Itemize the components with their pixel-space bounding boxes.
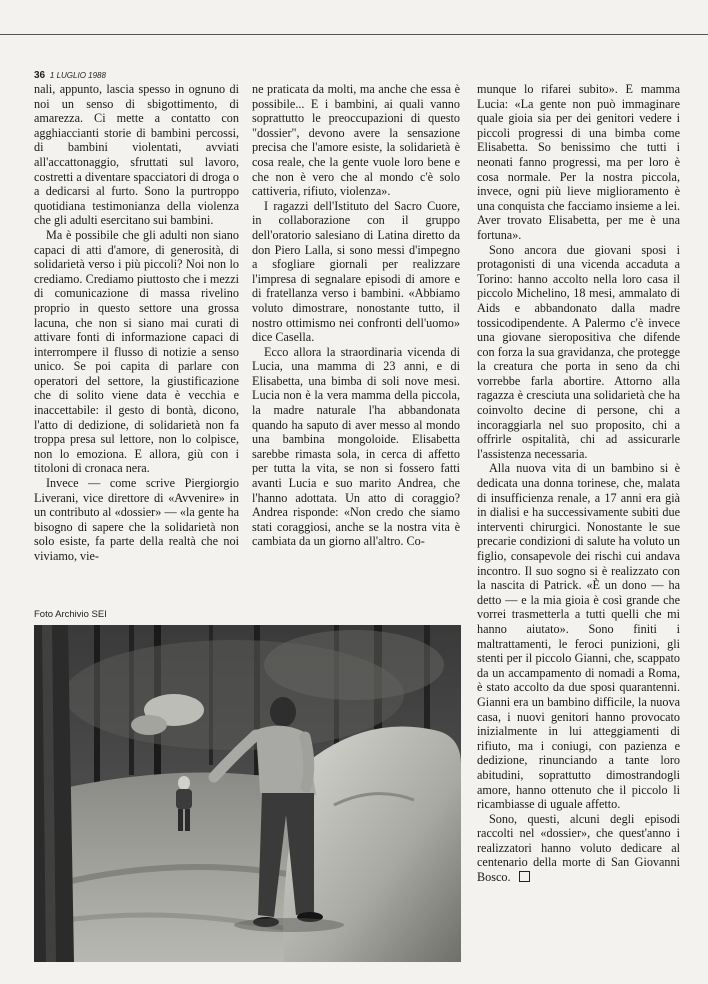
paragraph: nali, appunto, lascia spesso in ognuno di noi un senso di sbigottimento, di amarezza. Ci mette a contatto con agghiaccianti storie di bambini percossi, di bambini violentati, avviati all'accattonaggio, sfruttati sul lavoro, costretti a diventare spacciatori di droga o a dedicarsi al furto. Sono la purtroppo quotidiana testimonianza della violenza che gli adulti esercitano sui bambini.: [34, 82, 239, 228]
issue-date: 1 LUGLIO 1988: [49, 71, 106, 80]
text-column-2: [252, 82, 460, 549]
text-column-1: [34, 82, 239, 564]
paragraph-text: Sono, questi, alcuni degli episodi raccolti nel «dossier», che quest'anno i realizzatori hanno voluto dedicare al centenario della morte di San Giovanni Bosco.: [477, 811, 680, 885]
paragraph: Ecco allora la straordinaria vicenda di Lucia, una mamma di 23 anni, e di Elisabetta, una bimba di soli nove mesi. Lucia non è la vera mamma della piccola, la madre naturale l'ha abbandonata quando ha saputo di aver messo al mondo una bambina mongoloide. Elisabetta sarebbe rimasta sola, in cerca di affetto per tutta la vita, se non si fossero fatti avanti Lucia e suo marito Andrea, che l'hanno adottata. Un atto di coraggio? Andrea risponde: «Non credo che siamo stati coraggiosi, anche se la nostra vita è cambiata da un giorno all'altro. Co-: [252, 344, 460, 549]
photo-credit: Foto Archivio SEI: [34, 609, 107, 620]
paragraph: I ragazzi dell'Istituto del Sacro Cuore, in collaborazione con il gruppo dell'oratorio salesiano di Latina diretto da don Piero Lalla, si sono messi d'impegno a sfogliare giornali per realizzare l'impresa di segnalare episodi di amore e di fratellanza verso i bambini. «Abbiamo voluto dimostrare, nonostante tutto, il nostro ottimismo nei confronti dell'uomo» dice Casella.: [252, 198, 460, 345]
paragraph: Alla nuova vita di un bambino si è dedicata una donna torinese, che, malata di insufficienza renale, a 17 anni era già in dialisi e ha successivamente subiti due interventi chirurgici. Nonostante le sue precarie condizioni di salute ha voluto un figlio, consapevole dei rischi cui andava incontro. Il suo sogno si è realizzato con la nascita di Patrick. «È un dono — ha detto — e la mia gioia è così grande che vorrei trasmetterla a tutti quelli che mi hanno aiutato». Sono finiti i maltrattamenti, le feroci punizioni, gli stenti per il piccolo Gianni, che, scappato da un accampamento di nomadi a Roma, è stato accolto da due sposi quarantenni. Gianni era un bambino difficile, la nuova casa, i nuovi genitori hanno provocato inizialmente in lui atteggiamenti di rifiuto, ma i coniugi, con pazienza e dedizione, rinunciando a tante loro abitudini, soprattutto dimostrandogli amore, hanno ottenuto che il piccolo li ricambiasse di uguale affetto.: [477, 461, 680, 812]
article-photo: [34, 625, 461, 962]
closing-paragraph: [477, 812, 680, 885]
page-folio: [34, 70, 106, 81]
photo-man-and-toddler-in-forest-icon: [34, 625, 461, 962]
paragraph: munque lo rifarei subito». E mamma Lucia: «La gente non può immaginare quale gioia sia per dei genitori vedere i piccoli progressi di una bimba come Elisabetta. So benissimo che tutti i neonati fanno progressi, ma per loro è cosa normale. Per la nostra piccola, invece, ogni più lieve miglioramento è una conquista che facciamo insieme a lei. Aver trovato Elisabetta, per me è una fortuna».: [477, 82, 680, 242]
header-rule: [0, 34, 708, 35]
paragraph: Ma è possibile che gli adulti non siano capaci di atti d'amore, di generosità, di solidarietà verso i più piccoli? Noi non lo crediamo. Crediamo piuttosto che i mezzi di comunicazione di massa rivelino proprio in questo settore una grossa lacuna, che non si siano mai curati di attivare fonti di informazione capaci di interrompere il flusso di notizie a senso unico. Se poi capita di parlare con operatori del settore, la giustificazione che di solito viene data è vecchia e inaccettabile: il gesto di bontà, dicono, l'atto di dedizione, di solidarietà non fa troppa presa sul lettore, non lo colpisce, non lo emoziona. E allora, giù con i titoloni di cronaca nera.: [34, 227, 239, 476]
text-column-3: [477, 82, 680, 885]
page-number: 36: [34, 70, 46, 81]
end-of-article-icon: [519, 871, 530, 882]
paragraph: Sono ancora due giovani sposi i protagonisti di una vicenda accaduta a Torino: hanno accolto nella loro casa il piccolo Michelino, 18 mesi, ammalato di Aids e abbandonato dalla madre tossicodipendente. A Palermo c'è invece una giovane sieropositiva che difende con forza la sua gravidanza, che protegge la creatura che porta in seno da chi vorrebbe farla abortire. Attorno alla ragazza è cresciuta una solidarietà che ha coinvolto decine di persone, chi a incoraggiarla nel suo proposito, chi a offrirle ospitalità, chi ad assicurarle l'assistenza necessaria.: [477, 242, 680, 461]
paragraph: Invece — come scrive Piergiorgio Liverani, vice direttore di «Avvenire» in un contributo al «dossier» — «la gente ha bisogno di sapere che la solidarietà non solo esiste, fa parte della realtà che noi viviamo, vie-: [34, 476, 239, 563]
paragraph: ne praticata da molti, ma anche che essa è possibile... E i bambini, ai quali vanno soprattutto le preoccupazioni di questo "dossier", devono avere la sensazione precisa che l'amore esiste, la solidarietà è cosa reale, che la gente vuole loro bene e che non è vero che al mondo c'è solo cattiveria, rifiuto, violenza».: [252, 82, 460, 199]
